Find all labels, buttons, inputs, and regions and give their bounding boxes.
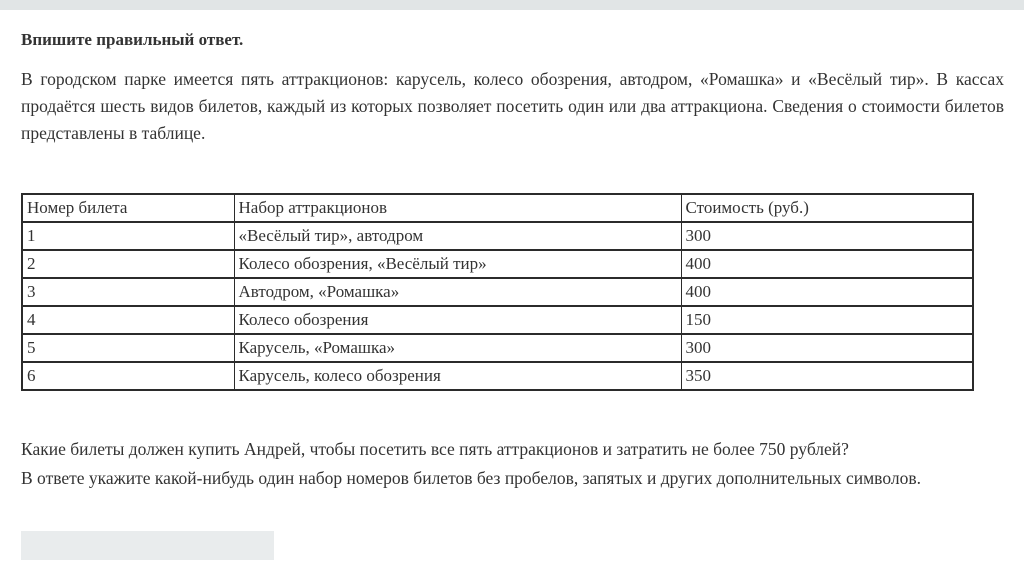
- table-row: [22, 222, 973, 250]
- cell-attraction-set: Карусель, колесо обозрения: [234, 362, 681, 390]
- cell-price: 350: [681, 362, 973, 390]
- header-attraction-set: Набор аттракционов: [234, 194, 681, 222]
- cell-ticket-number: 6: [22, 362, 234, 390]
- table-row: [22, 362, 973, 390]
- header-price: Стоимость (руб.): [681, 194, 973, 222]
- page-title: Впишите правильный ответ.: [21, 30, 244, 49]
- cell-price: 300: [681, 334, 973, 362]
- cell-attraction-set: Карусель, «Ромашка»: [234, 334, 681, 362]
- question-line-2: В ответе укажите какой-нибудь один набор номеров билетов без пробелов, запятых и других дополнительных символов.: [21, 468, 921, 488]
- ticket-price-table: [21, 193, 974, 391]
- header-ticket-number: Номер билета: [22, 194, 234, 222]
- cell-price: 150: [681, 306, 973, 334]
- cell-ticket-number: 5: [22, 334, 234, 362]
- cell-attraction-set: Колесо обозрения: [234, 306, 681, 334]
- cell-price: 400: [681, 250, 973, 278]
- table-row: [22, 278, 973, 306]
- table-row: [22, 306, 973, 334]
- cell-price: 300: [681, 222, 973, 250]
- cell-attraction-set: «Весёлый тир», автодром: [234, 222, 681, 250]
- cell-ticket-number: 1: [22, 222, 234, 250]
- table-row: [22, 334, 973, 362]
- answer-input[interactable]: [21, 531, 274, 560]
- cell-price: 400: [681, 278, 973, 306]
- cell-attraction-set: Колесо обозрения, «Весёлый тир»: [234, 250, 681, 278]
- question-line-1: Какие билеты должен купить Андрей, чтобы посетить все пять аттракционов и затратить не более 750 рублей?: [21, 439, 849, 459]
- table-row: [22, 250, 973, 278]
- cell-ticket-number: 3: [22, 278, 234, 306]
- cell-ticket-number: 4: [22, 306, 234, 334]
- top-bar: [0, 0, 1024, 10]
- cell-ticket-number: 2: [22, 250, 234, 278]
- question-text: [21, 435, 1004, 493]
- answer-area: [21, 531, 1004, 560]
- intro-paragraph: В городском парке имеется пять аттракционов: карусель, колесо обозрения, автодром, «Ромашка» и «Весёлый тир». В кассах продаётся шесть видов билетов, каждый из которых позволяет посетить один или два аттракциона. Сведения о стоимости билетов представлены в таблице.: [21, 69, 1004, 143]
- cell-attraction-set: Автодром, «Ромашка»: [234, 278, 681, 306]
- exercise-page: [21, 29, 1004, 560]
- table-header-row: [22, 194, 973, 222]
